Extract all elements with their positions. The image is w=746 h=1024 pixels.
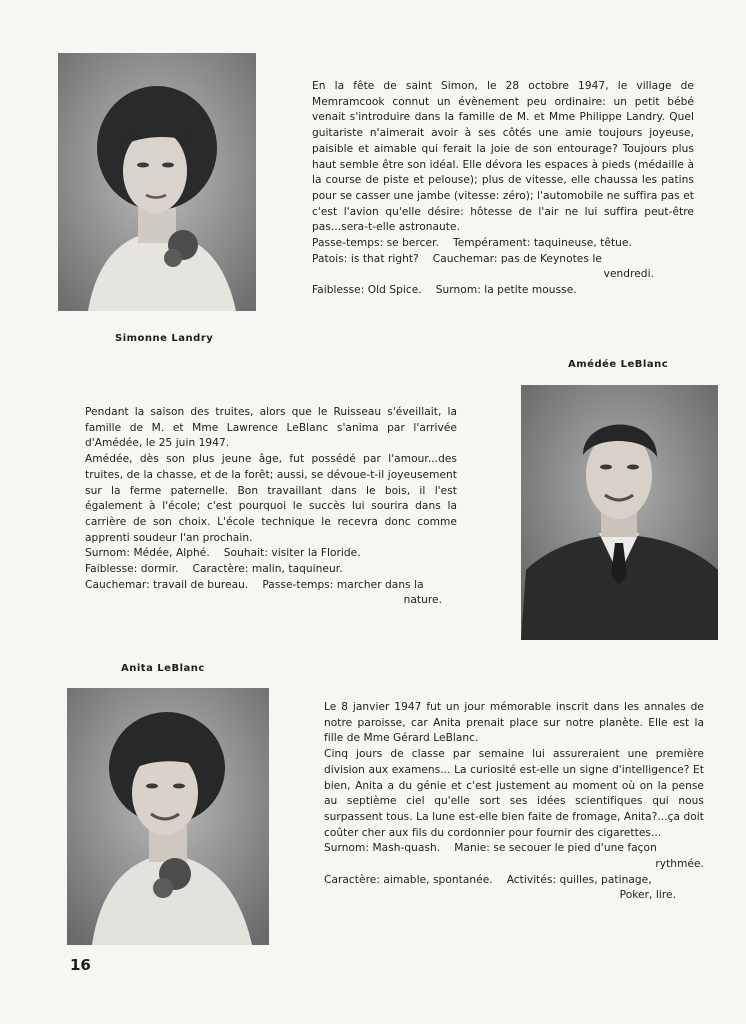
bio-line: nature. [403,594,442,607]
bio-line: Poker, lire. [619,889,676,902]
bio-line: Faiblesse: dormir. Caractère: malin, taquineur. [85,563,343,576]
bio-text [85,405,457,609]
bio-line: Caractère: aimable, spontanée. Activités: quilles, patinage, [324,873,652,886]
bio-paragraph: Cinq jours de classe par semaine lui assureraient une première division aux examens... La curiosité est-elle un signe d'intelligence? Et bien, Anita a du génie et c'est justement au moment où on la pense au septième ciel qu'elle sort ses idées scientifiques qui nous surpassent tous. La lune est-elle bien faite de fromage, Anita?...ça doit coûter cher aux fils du cordonnier pour fournir des cigarettes... [324,748,704,839]
portrait-simonne-landry [58,53,256,311]
portrait-amedee-leblanc [521,385,718,640]
bio-paragraph: Amédée, dès son plus jeune âge, fut possédé par l'amour...des truites, de la chasse, et de la forêt; aussi, se dévoue-t-il joyeusement sur la ferme paternelle. Bon travaillant dans le bois, il l'est également à l'école; c'est pourquoi le succès lui sourira dans la carrière de son choix. L'école technique le recevra donc comme apprenti soudeur l'an prochain. [85,453,457,544]
bio-line: Surnom: Mash-quash. Manie: se secouer le pied d'une façon [324,842,657,855]
bio-line: Cauchemar: travail de bureau. Passe-temps: marcher dans la [85,578,424,591]
bio-line: Passe-temps: se bercer. Tempérament: taquineuse, têtue. [312,237,632,250]
portrait-anita-leblanc [67,688,269,945]
bio-line: rythmée. [655,858,704,871]
name-caption: Simonne Landry [115,333,214,344]
bio-text [312,79,694,299]
name-caption: Amédée LeBlanc [568,359,669,370]
bio-text [324,700,704,904]
bio-paragraph: En la fête de saint Simon, le 28 octobre 1947, le village de Memramcook connut un évènement peu ordinaire: un petit bébé venait s'introduire dans la famille de M. et Mme Philippe Landry. Quel guitariste n'aimerait avoir à ses côtés une amie toujours joyeuse, paisible et aimable qui ferait la joie de son entourage? Toujours plus haut semble être son idéal. Elle dévora les espaces à pieds (médaille à la course de piste et pelouse); plus de vitesse, elle chaussa les patins pour se casser une jambe (vitesse: zéro); l'automobile ne suffira pas et c'est l'avion qu'elle désire: hôtesse de l'air ne lui suffira peut-être pas...sera-t-elle astronaute. [312,80,694,234]
bio-line: Patois: is that right? Cauchemar: pas de Keynotes le [312,252,602,265]
bio-paragraph: Le 8 janvier 1947 fut un jour mémorable inscrit dans les annales de notre paroisse, car Anita prenait place sur notre planète. Elle est la fille de Mme Gérard LeBlanc. [324,701,704,745]
page-number: 16 [70,956,91,974]
bio-line: vendredi. [603,268,654,281]
name-caption: Anita LeBlanc [121,663,205,674]
bio-paragraph: Pendant la saison des truites, alors que le Ruisseau s'éveillait, la famille de M. et Mme Lawrence LeBlanc s'anima par l'arrivée d'Amédée, le 25 juin 1947. [85,406,457,450]
bio-line: Faiblesse: Old Spice. Surnom: la petite mousse. [312,284,577,297]
bio-line: Surnom: Médée, Alphé. Souhait: visiter la Floride. [85,547,361,560]
